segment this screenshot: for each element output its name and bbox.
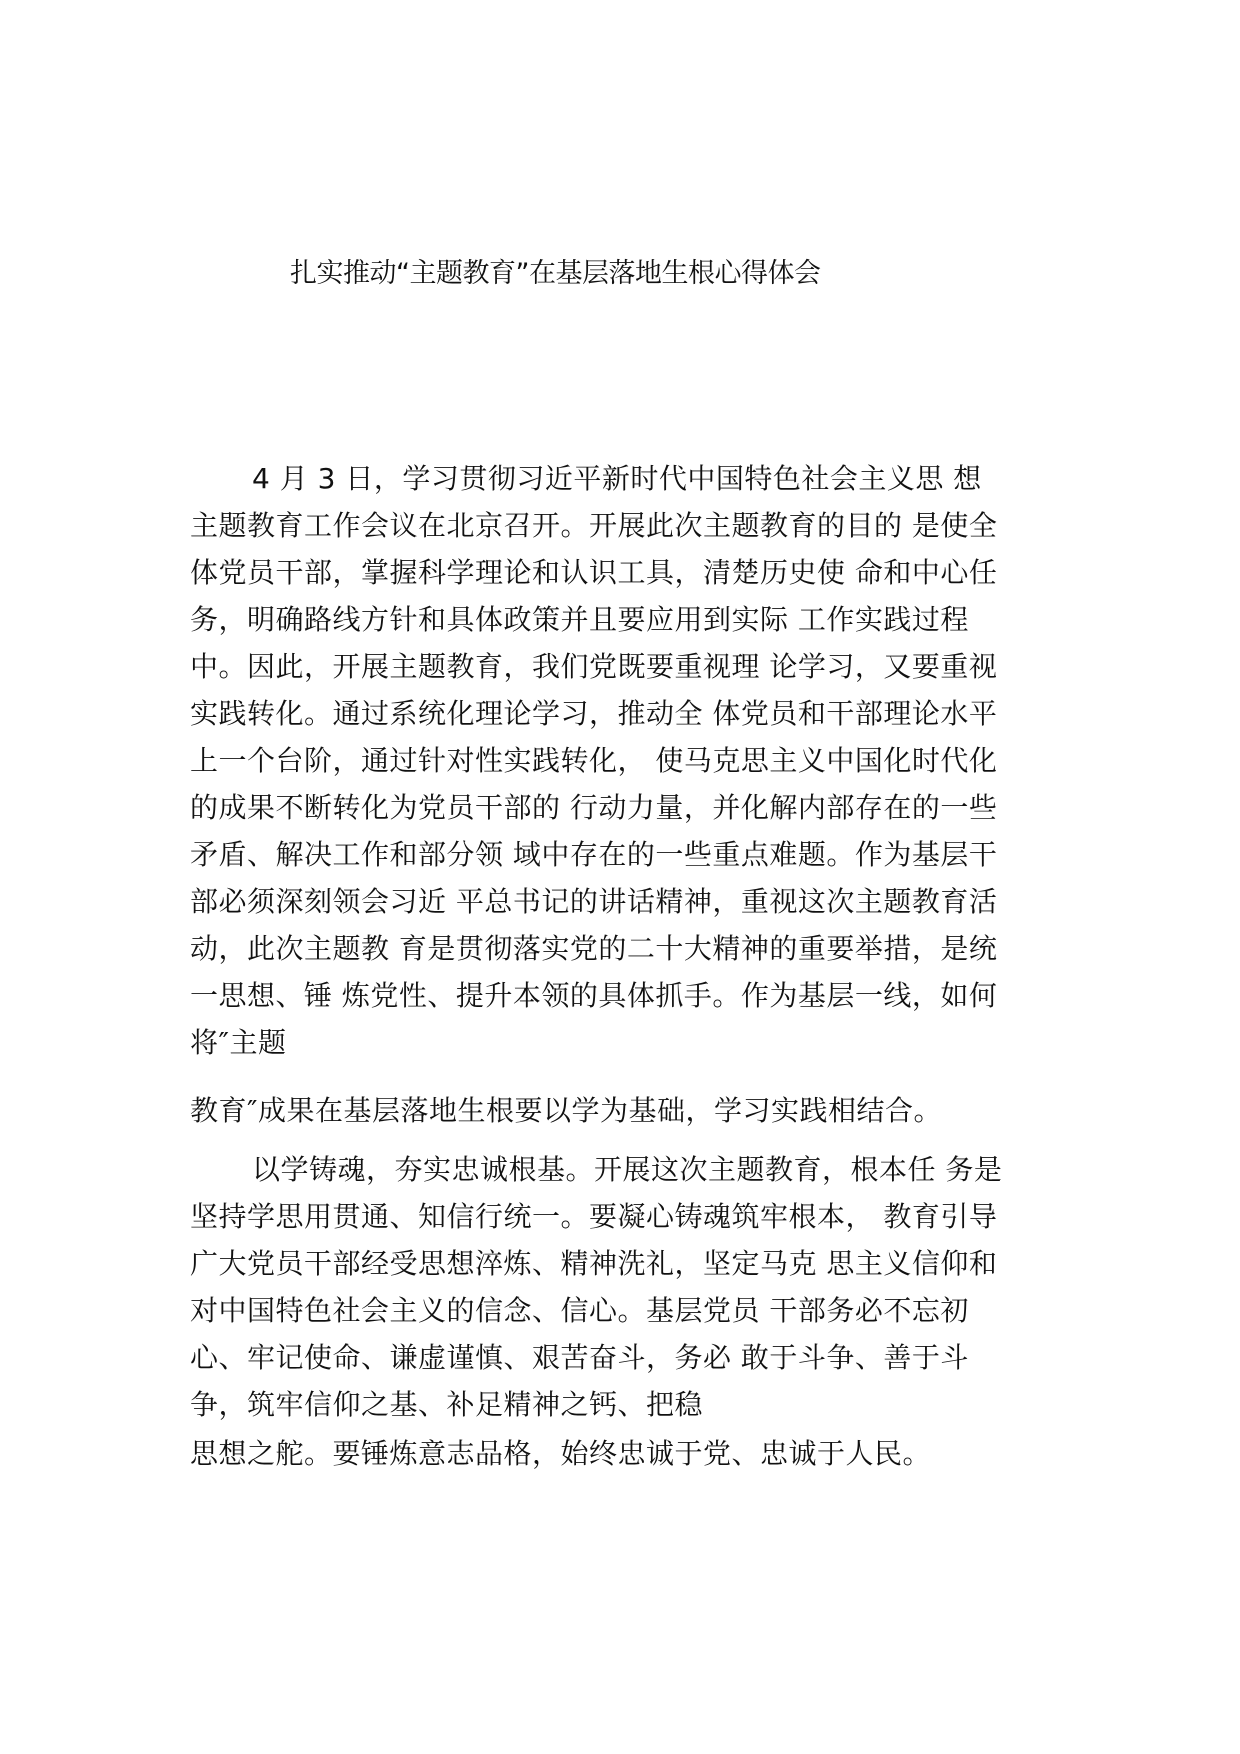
paragraph-line: 体党员干部，掌握科学理论和认识工具，清楚历史使 命和中心任 bbox=[190, 556, 998, 589]
paragraph-line: 务，明确路线方针和具体政策并且要应用到实际 工作实践过程 bbox=[190, 603, 969, 636]
paragraph-2-continuation bbox=[190, 1430, 1060, 1477]
paragraph-line: 上一个台阶，通过针对性实践转化， 使马克思主义中国化时代化 bbox=[190, 744, 998, 777]
paragraph-line: 坚持学思用贯通、知信行统一。要凝心铸魂筑牢根本， 教育引导 bbox=[190, 1200, 998, 1233]
document-title: 扎实推动“主题教育”在基层落地生根心得体会 bbox=[290, 258, 821, 289]
paragraph-line: 广大党员干部经受思想淬炼、精神洗礼，坚定马克 思主义信仰和 bbox=[190, 1247, 998, 1280]
paragraph-line: 思想之舵。要锤炼意志品格，始终忠诚于党、忠诚于人民。 bbox=[190, 1437, 932, 1470]
paragraph-line: 教育″成果在基层落地生根要以学为基础，学习实践相结合。 bbox=[190, 1094, 942, 1127]
paragraph-line: 动，此次主题教 育是贯彻落实党的二十大精神的重要举措，是统 bbox=[190, 932, 998, 965]
paragraph-line: 将″主题 bbox=[190, 1026, 287, 1059]
paragraph-line: 对中国特色社会主义的信念、信心。基层党员 干部务必不忘初 bbox=[190, 1294, 969, 1327]
paragraph-line: 的成果不断转化为党员干部的 行动力量，并化解内部存在的一些 bbox=[190, 791, 998, 824]
paragraph-line: 矛盾、解决工作和部分领 域中存在的一些重点难题。作为基层干 bbox=[190, 838, 998, 871]
paragraph-2 bbox=[190, 1146, 1060, 1428]
paragraph-line: 心、牢记使命、谦虚谨慎、艰苦奋斗，务必 敢于斗争、善于斗 bbox=[190, 1341, 969, 1374]
paragraph-line: 以学铸魂，夯实忠诚根基。开展这次主题教育，根本任 务是 bbox=[252, 1153, 1003, 1186]
paragraph-line: 中。因此，开展主题教育，我们党既要重视理 论学习，又要重视 bbox=[190, 650, 998, 683]
paragraph-line: 争，筑牢信仰之基、补足精神之钙、把稳 bbox=[190, 1388, 704, 1421]
paragraph-1-continuation bbox=[190, 1087, 1060, 1134]
paragraph-line: 部必须深刻领会习近 平总书记的讲话精神，重视这次主题教育活 bbox=[190, 885, 998, 918]
paragraph-line: 实践转化。通过系统化理论学习，推动全 体党员和干部理论水平 bbox=[190, 697, 998, 730]
paragraph-line: 主题教育工作会议在北京召开。开展此次主题教育的目的 是使全 bbox=[190, 509, 998, 542]
paragraph-line: 4 月 3 日，学习贯彻习近平新时代中国特色社会主义思 想 bbox=[252, 462, 982, 495]
paragraph-1 bbox=[190, 455, 1060, 1066]
paragraph-line: 一思想、锤 炼党性、提升本领的具体抓手。作为基层一线，如何 bbox=[190, 979, 998, 1012]
